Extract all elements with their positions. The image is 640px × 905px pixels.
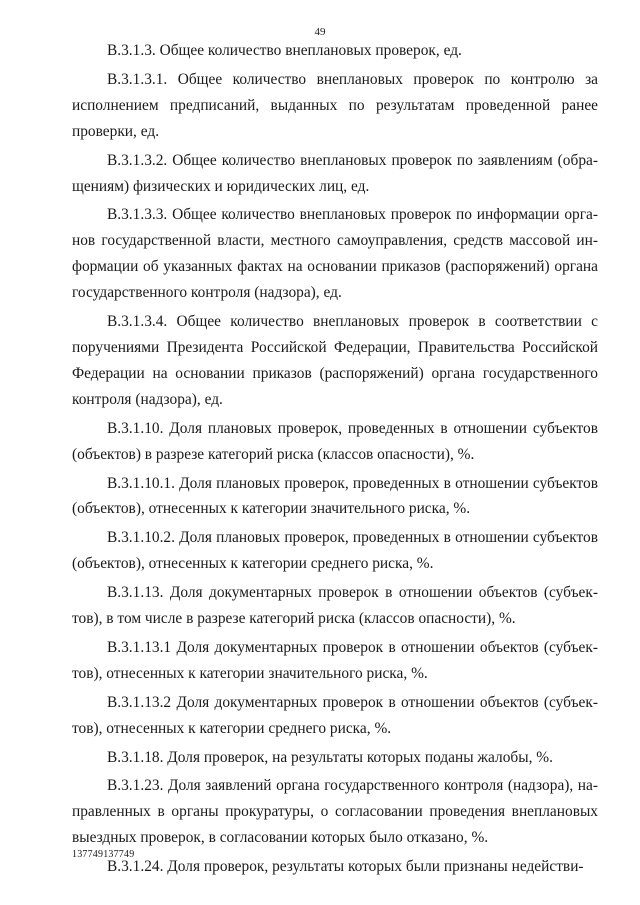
- paragraph-3-1-24: В.3.1.24. Доля проверок, результаты которых были признаны недействи-: [107, 858, 584, 876]
- paragraph-3-1-13-2: В.3.1.13.2 Доля документарных проверок в отношении объектов (субъектов), отнесенных к категории среднего риска, %.: [72, 693, 598, 737]
- paragraph-3-1-10-2: В.3.1.10.2. Доля плановых проверок, проведенных в отношении субъектов (объектов), отнесенных к категории среднего риска, %.: [72, 529, 598, 573]
- paragraph-3-1-3: В.3.1.3. Общее количество внеплановых проверок, ед.: [107, 42, 462, 59]
- paragraph-3-1-3-3: В.3.1.3.3. Общее количество внеплановых проверок по информации органов государственной власти, местного самоуправления, средств массовой информации об указанных фактах на основании приказов (распоряжений) органа государственного контроля (надзора), ед.: [72, 206, 598, 302]
- paragraph-3-1-23: В.3.1.23. Доля заявлений органа государственного контроля (надзора), направленных в органы прокуратуры, о согласовании проведения внеплановых выездных проверок, в согласовании которых было отказано, %.: [72, 777, 598, 847]
- paragraph-3-1-10: В.3.1.10. Доля плановых проверок, проведенных в отношении субъектов (объектов) в разрезе категорий риска (классов опасности), %.: [72, 419, 598, 463]
- paragraph-3-1-13: В.3.1.13. Доля документарных проверок в отношении объектов (субъектов), в том числе в разрезе категорий риска (классов опасности), %.: [72, 584, 598, 628]
- page-number: 49: [314, 26, 326, 38]
- paragraph-3-1-13-1: В.3.1.13.1 Доля документарных проверок в отношении объектов (субъектов), отнесенных к категории значительного риска, %.: [72, 638, 598, 682]
- document-body: [72, 38, 598, 883]
- paragraph-3-1-10-1: В.3.1.10.1. Доля плановых проверок, проведенных в отношении субъектов (объектов), отнесенных к категории значительного риска, %.: [72, 474, 598, 518]
- paragraph-3-1-3-4: В.3.1.3.4. Общее количество внеплановых проверок в соответствии с поручениями Президента Российской Федерации, Правительства Российской Федерации на основании приказов (распоряжений) органа государственного контроля (надзора), ед.: [72, 313, 598, 408]
- paragraph-3-1-18: В.3.1.18. Доля проверок, на результаты которых поданы жалобы, %.: [107, 748, 553, 766]
- paragraph-3-1-3-2: В.3.1.3.2. Общее количество внеплановых проверок по заявлениям (обращениям) физических и юридических лиц, ед.: [72, 151, 598, 195]
- document-id: 137749137749: [72, 849, 135, 860]
- paragraph-3-1-3-1: В.3.1.3.1. Общее количество внеплановых проверок по контролю за исполнением предписаний, выданных по результатам проведенной ранее проверки, ед.: [72, 70, 598, 140]
